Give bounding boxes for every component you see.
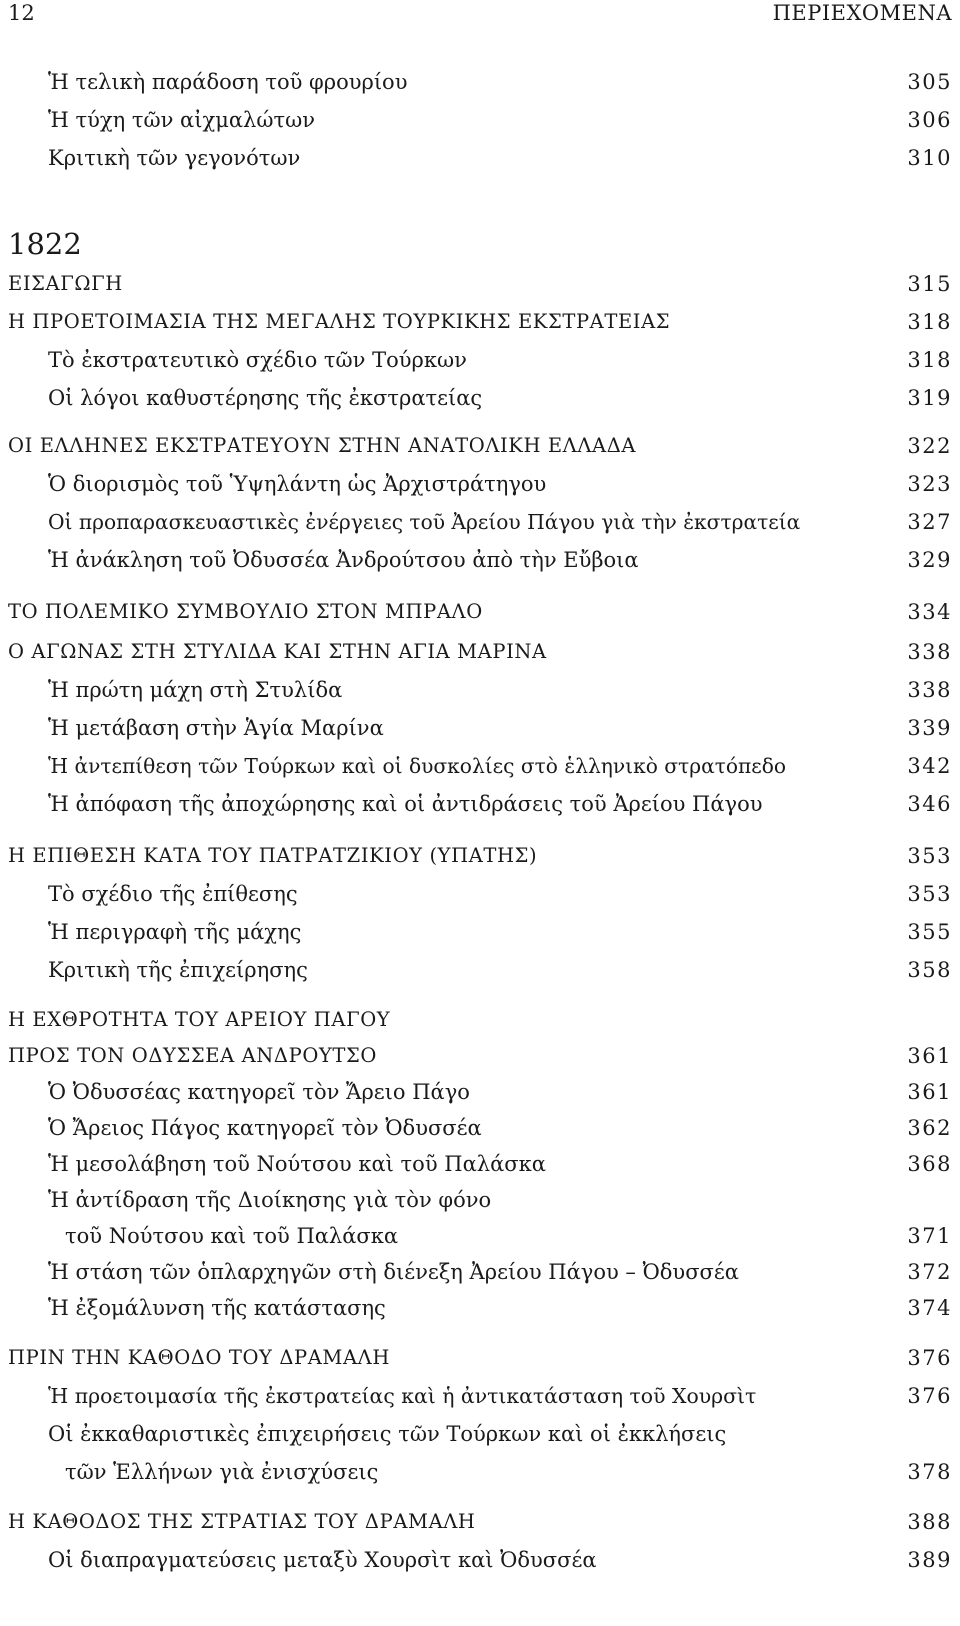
toc-entry — [0, 750, 960, 782]
toc-section-title: ΤΟ ΠΟΛΕΜΙΚΟ ΣΥΜΒΟΥΛΙΟ ΣΤΟΝ ΜΠΡΑΛΟ — [8, 600, 483, 623]
toc-section — [0, 636, 960, 668]
toc-entry-page: 338 — [907, 678, 952, 702]
toc-entry-title: Ἡ ἐξομάλυνση τῆς κατάστασης — [48, 1296, 386, 1320]
toc-entry — [0, 468, 960, 500]
toc-entry-title: Ἡ τελικὴ παράδοση τοῦ φρουρίου — [48, 70, 408, 94]
toc-entry — [0, 1112, 960, 1144]
toc-entry — [0, 1148, 960, 1180]
toc-section — [0, 1506, 960, 1538]
toc-entry-page: 339 — [907, 716, 952, 740]
toc-entry-continuation — [0, 1220, 960, 1252]
page-number: 12 — [8, 1, 35, 25]
toc-entry-title: Οἱ προπαρασκευαστικὲς ἐνέργειες τοῦ Ἀρείου Πάγου γιὰ τὴν ἐκστρατεία — [48, 510, 801, 534]
toc-entry-page: 378 — [907, 1460, 952, 1484]
toc-entry-page: 310 — [907, 146, 952, 170]
toc-entry-title: Ἡ τύχη τῶν αἰχμαλώτων — [48, 108, 315, 132]
toc-entry-title: Οἱ λόγοι καθυστέρησης τῆς ἐκστρατείας — [48, 386, 483, 410]
toc-entry — [0, 1544, 960, 1576]
toc-entry-page: 361 — [907, 1080, 952, 1104]
toc-entry-title: Ἡ ἀντίδραση τῆς Διοίκησης γιὰ τὸν φόνο — [48, 1188, 492, 1212]
toc-entry-title: Ἡ περιγραφὴ τῆς μάχης — [48, 920, 302, 944]
toc-entry-page: 306 — [907, 108, 952, 132]
toc-section — [0, 306, 960, 338]
toc-entry-page: 376 — [907, 1346, 952, 1370]
toc-entry-title: τῶν Ἑλλήνων γιὰ ἐνισχύσεις — [65, 1460, 379, 1484]
toc-section — [0, 268, 960, 300]
toc-entry-page: 327 — [907, 510, 952, 534]
toc-section-title: ΟΙ ΕΛΛΗΝΕΣ ΕΚΣΤΡΑΤΕΥΟΥΝ ΣΤΗΝ ΑΝΑΤΟΛΙΚΗ ΕΛΛΑΔΑ — [8, 434, 637, 457]
toc-entry — [0, 712, 960, 744]
toc-entry-title: Ἡ μεσολάβηση τοῦ Νούτσου καὶ τοῦ Παλάσκα — [48, 1152, 546, 1176]
toc-entry — [0, 1292, 960, 1324]
toc-entry-title: Ἡ ἀπόφαση τῆς ἀποχώρησης καὶ οἱ ἀντιδράσεις τοῦ Ἀρείου Πάγου — [48, 792, 763, 816]
running-header — [8, 0, 952, 26]
toc-entry-page: 353 — [907, 882, 952, 906]
toc-entry — [0, 788, 960, 820]
toc-entry — [0, 506, 960, 538]
toc-section-title: ΠΡΙΝ ΤΗΝ ΚΑΘΟΔΟ ΤΟΥ ΔΡΑΜΑΛΗ — [8, 1346, 390, 1369]
toc-entry — [0, 1184, 960, 1216]
toc-entry-page: 368 — [907, 1152, 952, 1176]
toc-entry-page: 376 — [907, 1384, 952, 1408]
toc-entry-title: Ἡ μετάβαση στὴν Ἁγία Μαρίνα — [48, 716, 384, 740]
toc-entry — [0, 1380, 960, 1412]
toc-entry-title: Ὁ διορισμὸς τοῦ Ὑψηλάντη ὡς Ἀρχιστράτηγου — [48, 472, 547, 496]
toc-entry-title: τοῦ Νούτσου καὶ τοῦ Παλάσκα — [65, 1224, 399, 1248]
toc-entry-title: Ἡ πρώτη μάχη στὴ Στυλίδα — [48, 678, 343, 702]
toc-section-title: ΕΙΣΑΓΩΓΗ — [8, 272, 123, 295]
toc-entry-page: 372 — [907, 1260, 952, 1284]
toc-entry-title: Οἱ διαπραγματεύσεις μεταξὺ Χουρσὶτ καὶ Ὀδυσσέα — [48, 1548, 597, 1572]
toc-section — [0, 596, 960, 628]
toc-entry-page: 329 — [907, 548, 952, 572]
toc-section-title: Η ΕΠΙΘΕΣΗ ΚΑΤΑ ΤΟΥ ΠΑΤΡΑΤΖΙΚΙΟΥ (ΥΠΑΤΗΣ) — [8, 844, 538, 867]
toc-entry-page: 338 — [907, 640, 952, 664]
toc-entry-page: 315 — [907, 272, 952, 296]
toc-entry-page: 318 — [907, 348, 952, 372]
toc-entry-page: 346 — [907, 792, 952, 816]
toc-entry — [0, 1256, 960, 1288]
toc-entry-title: Κριτικὴ τῶν γεγονότων — [48, 146, 301, 170]
toc-entry — [0, 1076, 960, 1108]
toc-entry-page: 362 — [907, 1116, 952, 1140]
toc-section-title: Ο ΑΓΩΝΑΣ ΣΤΗ ΣΤΥΛΙΔΑ ΚΑΙ ΣΤΗΝ ΑΓΙΑ ΜΑΡΙΝΑ — [8, 640, 547, 663]
toc-section — [0, 1004, 960, 1036]
toc-entry-page: 358 — [907, 958, 952, 982]
running-title: ΠΕΡΙΕΧΟΜΕΝΑ — [772, 1, 952, 25]
toc-entry — [0, 66, 960, 98]
toc-entry-page: 374 — [907, 1296, 952, 1320]
toc-entry — [0, 142, 960, 174]
toc-entry-title: Κριτικὴ τῆς ἐπιχείρησης — [48, 958, 308, 982]
toc-entry — [0, 382, 960, 414]
toc-entry-page: 334 — [907, 600, 952, 624]
toc-section-title: Η ΚΑΘΟΔΟΣ ΤΗΣ ΣΤΡΑΤΙΑΣ ΤΟΥ ΔΡΑΜΑΛΗ — [8, 1510, 476, 1533]
toc-section-title: Η ΠΡΟΕΤΟΙΜΑΣΙΑ ΤΗΣ ΜΕΓΑΛΗΣ ΤΟΥΡΚΙΚΗΣ ΕΚΣΤΡΑΤΕΙΑΣ — [8, 310, 671, 333]
toc-entry-page: 318 — [907, 310, 952, 334]
toc-section-title: Η ΕΧΘΡΟΤΗΤΑ ΤΟΥ ΑΡΕΙΟΥ ΠΑΓΟΥ — [8, 1008, 391, 1031]
toc-entry — [0, 1418, 960, 1450]
toc-entry-page: 353 — [907, 844, 952, 868]
toc-section — [0, 1040, 960, 1072]
toc-entry-title: Ἡ προετοιμασία τῆς ἐκστρατείας καὶ ἡ ἀντικατάσταση τοῦ Χουρσὶτ — [48, 1384, 757, 1408]
toc-entry-title: Ὁ Ὀδυσσέας κατηγορεῖ τὸν Ἄρειο Πάγο — [48, 1080, 470, 1104]
toc-entry-page: 389 — [907, 1548, 952, 1572]
toc-entry — [0, 878, 960, 910]
year-heading: 1822 — [8, 227, 82, 261]
toc-entry-page: 319 — [907, 386, 952, 410]
toc-entry-title: Ὁ Ἄρειος Πάγος κατηγορεῖ τὸν Ὀδυσσέα — [48, 1116, 482, 1140]
toc-entry-page: 361 — [907, 1044, 952, 1068]
toc-section — [0, 430, 960, 462]
toc-entry-title: Τὸ σχέδιο τῆς ἐπίθεσης — [48, 882, 298, 906]
toc-entry — [0, 544, 960, 576]
toc-entry-continuation — [0, 1456, 960, 1488]
toc-entry-page: 342 — [907, 754, 952, 778]
toc-section — [0, 840, 960, 872]
toc-entry — [0, 344, 960, 376]
toc-section — [0, 1342, 960, 1374]
toc-entry-title: Ἡ στάση τῶν ὁπλαρχηγῶν στὴ διένεξη Ἀρείου Πάγου – Ὀδυσσέα — [48, 1260, 739, 1284]
toc-entry — [0, 104, 960, 136]
toc-section-title: ΠΡΟΣ ΤΟΝ ΟΔΥΣΣΕΑ ΑΝΔΡΟΥΤΣΟ — [8, 1044, 377, 1067]
toc-entry — [0, 916, 960, 948]
toc-entry-page: 323 — [907, 472, 952, 496]
toc-entry-page: 371 — [907, 1224, 952, 1248]
toc-entry — [0, 954, 960, 986]
toc-entry-title: Ἡ ἀντεπίθεση τῶν Τούρκων καὶ οἱ δυσκολίες στὸ ἑλληνικὸ στρατόπεδο — [48, 754, 787, 778]
toc-entry-page: 322 — [907, 434, 952, 458]
toc-entry-page: 305 — [907, 70, 952, 94]
toc-entry-title: Οἱ ἐκκαθαριστικὲς ἐπιχειρήσεις τῶν Τούρκων καὶ οἱ ἐκκλήσεις — [48, 1422, 727, 1446]
toc-entry — [0, 674, 960, 706]
toc-entry-page: 388 — [907, 1510, 952, 1534]
toc-entry-title: Ἡ ἀνάκληση τοῦ Ὀδυσσέα Ἀνδρούτσου ἀπὸ τὴν Εὔβοια — [48, 548, 639, 572]
toc-entry-page: 355 — [907, 920, 952, 944]
toc-entry-title: Τὸ ἐκστρατευτικὸ σχέδιο τῶν Τούρκων — [48, 348, 467, 372]
